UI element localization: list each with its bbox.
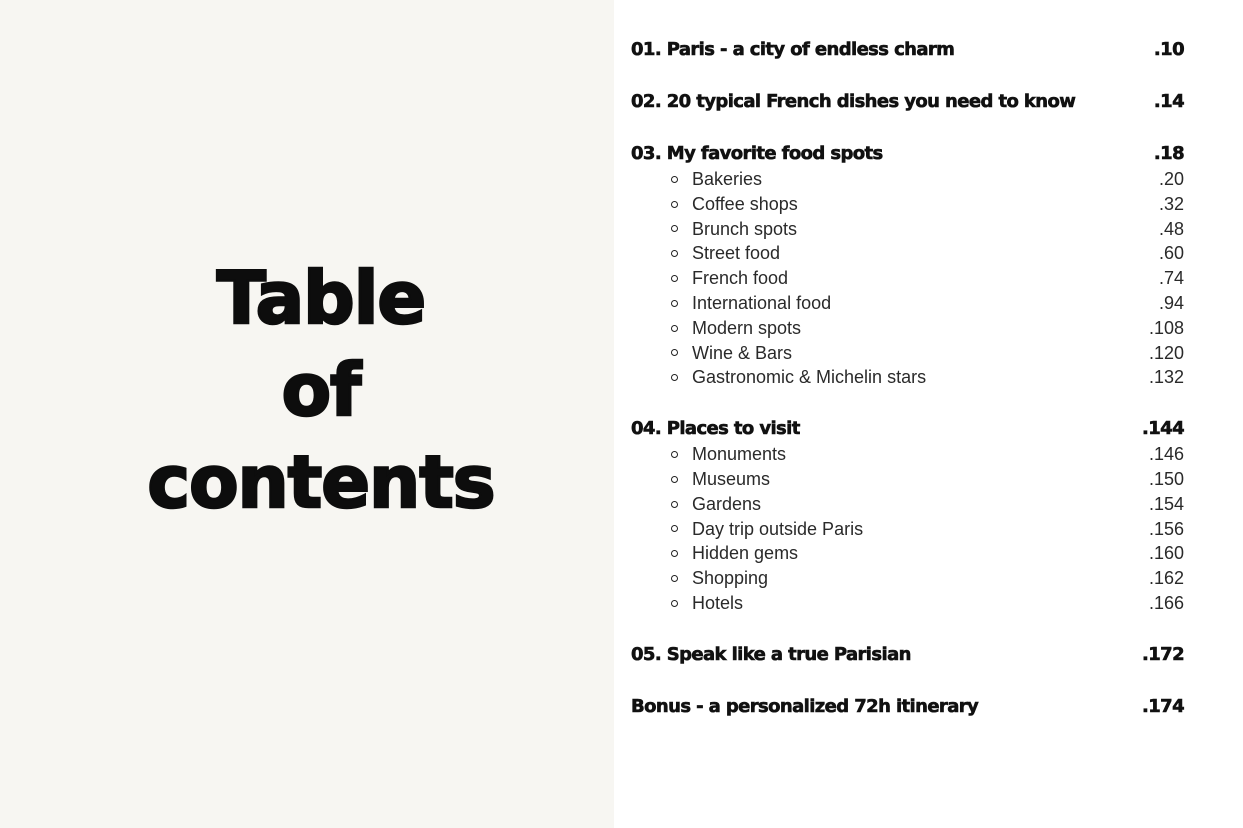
toc-subsection-label: Street food xyxy=(692,243,781,264)
toc-subsection-label-group xyxy=(631,266,788,291)
toc-section xyxy=(631,89,1184,115)
hollow-circle-bullet-icon xyxy=(671,300,678,307)
toc-section xyxy=(631,37,1184,63)
toc-section-title: 03. My favorite food spots xyxy=(631,143,883,164)
toc-section-page-number: .18 xyxy=(1153,143,1184,164)
toc-subsection-page-number: .74 xyxy=(1158,268,1184,289)
toc-subsection-label-group xyxy=(631,541,798,566)
hollow-circle-bullet-icon xyxy=(671,325,678,332)
hollow-circle-bullet-icon xyxy=(671,176,678,183)
toc-section-title: 04. Places to visit xyxy=(631,418,800,440)
toc-subsection-item[interactable] xyxy=(631,365,1184,390)
cover-title-line: Table xyxy=(216,256,426,340)
toc-section-title: 01. Paris - a city of endless charm xyxy=(631,39,955,60)
toc-section-heading[interactable] xyxy=(631,37,1184,63)
toc-subsection-label-group xyxy=(631,291,831,316)
hollow-circle-bullet-icon xyxy=(671,501,678,508)
toc-subsection-item[interactable] xyxy=(631,217,1184,242)
toc-section-title: 02. 20 typical French dishes you need to know xyxy=(631,91,1076,112)
toc-subsection-page-number: .154 xyxy=(1148,493,1184,514)
toc-subsection-label-group xyxy=(631,492,761,517)
toc-subsection-page-number: .166 xyxy=(1148,592,1184,613)
toc-section xyxy=(631,416,1184,616)
hollow-circle-bullet-icon xyxy=(671,225,678,232)
table-of-contents xyxy=(631,37,1184,746)
toc-subsection-label: Gardens xyxy=(692,493,762,514)
hollow-circle-bullet-icon xyxy=(671,575,678,582)
toc-subsection-label-group xyxy=(631,365,926,390)
toc-section-heading[interactable] xyxy=(631,141,1184,167)
toc-section-heading[interactable] xyxy=(631,694,1184,720)
toc-subsection-label-group xyxy=(631,167,762,192)
toc-subsection-list xyxy=(631,167,1184,390)
toc-subsection-item[interactable] xyxy=(631,566,1184,591)
toc-subsection-label: Monuments xyxy=(692,444,787,465)
toc-section-heading[interactable] xyxy=(631,416,1184,442)
cover-title xyxy=(0,252,642,528)
toc-section-page-number: .174 xyxy=(1141,695,1184,717)
toc-subsection-label-group xyxy=(631,566,768,591)
toc-section-page-number: .10 xyxy=(1153,39,1184,60)
toc-subsection-label: French food xyxy=(692,268,789,289)
toc-subsection-item[interactable] xyxy=(631,192,1184,217)
hollow-circle-bullet-icon xyxy=(671,250,678,257)
toc-subsection-label: Museums xyxy=(692,468,771,489)
toc-section-page-number: .172 xyxy=(1141,643,1184,665)
toc-subsection-label: Gastronomic & Michelin stars xyxy=(692,367,927,388)
toc-section-page-number: .14 xyxy=(1153,91,1184,112)
toc-subsection-page-number: .146 xyxy=(1148,444,1184,465)
toc-subsection-page-number: .32 xyxy=(1158,193,1184,214)
toc-subsection-page-number: .160 xyxy=(1148,543,1184,564)
toc-subsection-page-number: .120 xyxy=(1148,342,1184,363)
toc-subsection-item[interactable] xyxy=(631,291,1184,316)
toc-subsection-list xyxy=(631,442,1184,616)
toc-subsection-label-group xyxy=(631,591,743,616)
toc-section xyxy=(631,642,1184,668)
toc-subsection-label: Day trip outside Paris xyxy=(692,518,864,539)
hollow-circle-bullet-icon xyxy=(671,374,678,381)
cover-title-line: contents xyxy=(147,440,495,524)
toc-subsection-label: International food xyxy=(692,292,832,313)
toc-subsection-page-number: .20 xyxy=(1158,169,1184,189)
toc-subsection-label-group xyxy=(631,316,801,341)
toc-section-title: Bonus - a personalized 72h itinerary xyxy=(631,695,979,717)
toc-subsection-label: Shopping xyxy=(692,568,769,589)
toc-subsection-item[interactable] xyxy=(631,316,1184,341)
toc-section-page-number: .144 xyxy=(1141,418,1184,440)
toc-section-heading[interactable] xyxy=(631,89,1184,115)
toc-subsection-page-number: .132 xyxy=(1148,367,1184,388)
toc-subsection-page-number: .150 xyxy=(1148,468,1184,489)
toc-subsection-label-group xyxy=(631,467,770,492)
hollow-circle-bullet-icon xyxy=(671,201,678,208)
toc-subsection-label-group xyxy=(631,217,797,242)
toc-subsection-page-number: .94 xyxy=(1158,292,1184,313)
toc-subsection-label: Coffee shops xyxy=(692,193,798,214)
toc-subsection-item[interactable] xyxy=(631,241,1184,266)
toc-section-title: 05. Speak like a true Parisian xyxy=(631,643,911,665)
toc-subsection-item[interactable] xyxy=(631,517,1184,542)
toc-subsection-page-number: .48 xyxy=(1158,218,1184,239)
toc-subsection-item[interactable] xyxy=(631,591,1184,616)
toc-subsection-label: Hotels xyxy=(692,592,744,613)
cover-panel xyxy=(0,0,614,828)
toc-subsection-item[interactable] xyxy=(631,442,1184,467)
toc-subsection-label: Modern spots xyxy=(692,317,802,338)
hollow-circle-bullet-icon xyxy=(671,349,678,356)
cover-title-line: of xyxy=(281,348,361,432)
hollow-circle-bullet-icon xyxy=(671,525,678,532)
toc-subsection-label-group xyxy=(631,241,780,266)
toc-subsection-item[interactable] xyxy=(631,266,1184,291)
toc-subsection-item[interactable] xyxy=(631,492,1184,517)
toc-subsection-label-group xyxy=(631,517,863,542)
toc-subsection-item[interactable] xyxy=(631,541,1184,566)
toc-subsection-item[interactable] xyxy=(631,341,1184,366)
hollow-circle-bullet-icon xyxy=(671,275,678,282)
hollow-circle-bullet-icon xyxy=(671,600,678,607)
toc-subsection-label: Wine & Bars xyxy=(692,342,793,363)
toc-subsection-label-group xyxy=(631,192,798,217)
toc-subsection-item[interactable] xyxy=(631,467,1184,492)
toc-subsection-label-group xyxy=(631,442,786,467)
toc-subsection-item[interactable] xyxy=(631,167,1184,192)
hollow-circle-bullet-icon xyxy=(671,550,678,557)
toc-subsection-page-number: .60 xyxy=(1158,243,1184,264)
toc-subsection-page-number: .108 xyxy=(1148,317,1184,338)
toc-section xyxy=(631,141,1184,390)
toc-subsection-label: Bakeries xyxy=(692,169,763,189)
hollow-circle-bullet-icon xyxy=(671,476,678,483)
toc-section-heading[interactable] xyxy=(631,642,1184,668)
toc-subsection-page-number: .162 xyxy=(1148,568,1184,589)
hollow-circle-bullet-icon xyxy=(671,451,678,458)
toc-section xyxy=(631,694,1184,720)
toc-subsection-page-number: .156 xyxy=(1148,518,1184,539)
toc-subsection-label-group xyxy=(631,341,792,366)
toc-subsection-label: Brunch spots xyxy=(692,218,798,239)
toc-subsection-label: Hidden gems xyxy=(692,543,799,564)
